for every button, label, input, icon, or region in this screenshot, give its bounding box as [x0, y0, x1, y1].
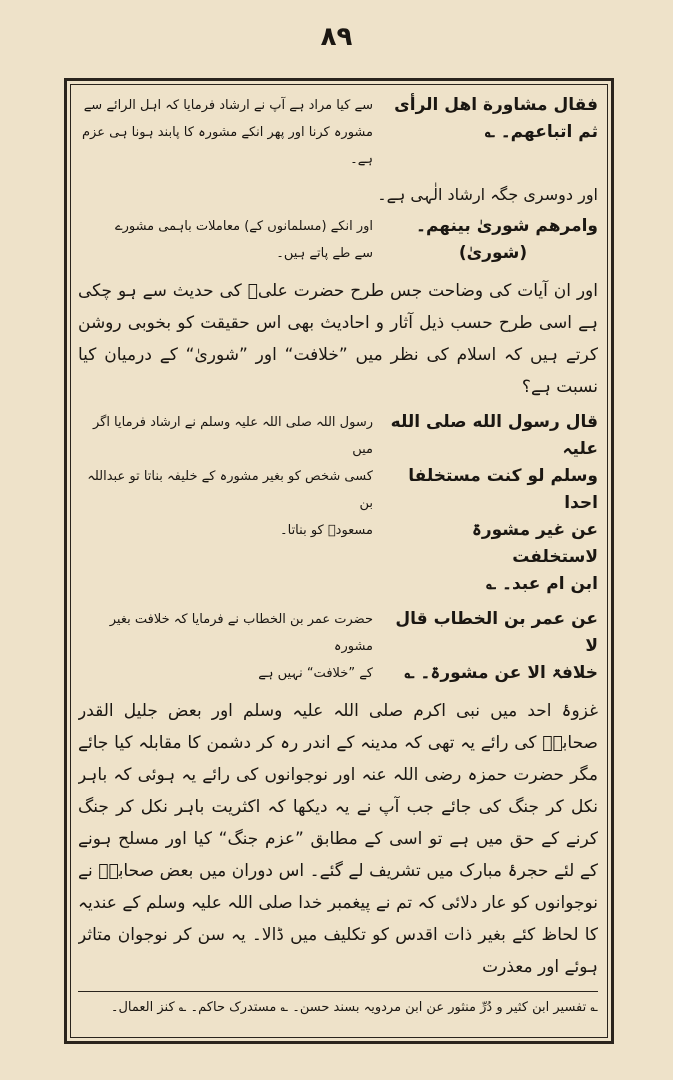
page-number: ۸۹ — [320, 22, 353, 52]
intro-line: اور دوسری جگہ ارشاد الٰہی ہے۔ — [377, 185, 598, 204]
page-content — [78, 92, 598, 1036]
urdu-line: اور انکے (مسلمانوں کے) معاملات باہمی مشورے — [114, 219, 373, 234]
footnote: ؎ تفسیر ابن کثیر و دُرِّ منثور عن ابن مردویہ بسند حسن۔ ؎ مستدرک حاکم۔ ؎ کنز العمال۔ — [110, 1000, 598, 1015]
urdu-line: سے طے پاتے ہیں۔ — [276, 246, 373, 261]
urdu-line: رسول اللہ صلی اللہ علیہ وسلم نے ارشاد فرمایا اگر میں — [92, 415, 373, 457]
urdu-line: سے کیا مراد ہے آپ نے ارشاد فرمایا کہ اہل الرائے سے — [83, 98, 373, 113]
surah-reference: (شوریٰ) — [458, 243, 528, 263]
urdu-translation — [78, 606, 373, 687]
arabic-line: وامرھم شوریٰ بینھم۔ — [416, 216, 598, 236]
arabic-line: قال رسول الله صلی الله علیہ — [390, 412, 598, 459]
paragraph: اور ان آیات کی وضاحت جس طرح حضرت علیؓ کی حدیث سے ہو چکی ہے اسی طرح حسب ذیل آثار و احادیث بھی اس حقیقت کو بخوبی روشن کرتے ہیں کہ اسلام کی نظر میں ”خلافت“ اور ”شوریٰ“ کے درمیان کیا نسبت ہے؟ — [78, 281, 598, 397]
hadith-block-1 — [78, 409, 598, 598]
quote-block-1 — [78, 92, 598, 173]
urdu-translation — [78, 409, 373, 544]
footnote-divider — [78, 991, 598, 992]
urdu-line: مسعودؓ کو بناتا۔ — [279, 523, 373, 538]
arabic-line: خلافۃ الا عن مشورۃ۔ ؎ — [404, 663, 598, 683]
urdu-line: کسی شخص کو بغیر مشورہ کے خلیفہ بناتا تو عبداللہ بن — [87, 469, 373, 511]
arabic-text — [388, 606, 598, 687]
urdu-line: حضرت عمر بن الخطاب نے فرمایا کہ خلافت بغیر مشورہ — [109, 612, 373, 654]
hadith-block-2 — [78, 606, 598, 687]
arabic-text — [388, 213, 598, 267]
arabic-line: ثم اتباعهم۔ ؎ — [484, 122, 598, 142]
arabic-text — [388, 409, 598, 598]
quote-block-2 — [78, 213, 598, 267]
paragraph: غزوۂ احد میں نبی اکرم صلی اللہ علیہ وسلم اور بعض جلیل القدر صحابہؓ کی رائے یہ تھی کہ مدینہ کے اندر رہ کر دشمن کا مقابلہ کیا جائے مگر حضرت حمزہ رضی اللہ عنہ اور نوجوانوں کی رائے یہ ہوئی کہ باہر نکل کر جنگ کی جائے جب آپ نے یہ دیکھا کہ اکثریت باہر نکل کر جنگ کرنے کے حق میں ہے تو اسی کے مطابق ”عزم جنگ“ کیا اور مسلح ہونے کے لئے حجرۂ مبارک میں تشریف لے گئے۔ اس دوران میں بعض صحابہؓ نے نوجوانوں کو عار دلائی کہ تم نے پیغمبر خدا صلی اللہ علیہ وسلم کے عندیہ کا لحاظ کئے بغیر ذات اقدس کو تکلیف میں ڈالا۔ یہ سن کر نوجوان متاثر ہوئے اور معذرت — [78, 701, 598, 977]
arabic-line: فقال مشاورة اهل الرأی — [394, 95, 598, 115]
urdu-line: کے ”خلافت“ نہیں ہے — [258, 666, 373, 681]
arabic-text — [388, 92, 598, 146]
arabic-line: ابن ام عبد۔ ؎ — [486, 574, 598, 594]
arabic-line: وسلم لو کنت مستخلفا احدا — [408, 466, 598, 513]
urdu-line: مشورہ کرنا اور پھر انکے مشورہ کا پابند ہونا ہی عزم ہے۔ — [81, 125, 373, 167]
arabic-line: عن غیر مشورۃ لاستخلفت — [471, 520, 598, 567]
arabic-line: عن عمر بن الخطاب قال لا — [395, 609, 598, 656]
urdu-translation — [78, 213, 373, 267]
urdu-translation — [78, 92, 373, 173]
